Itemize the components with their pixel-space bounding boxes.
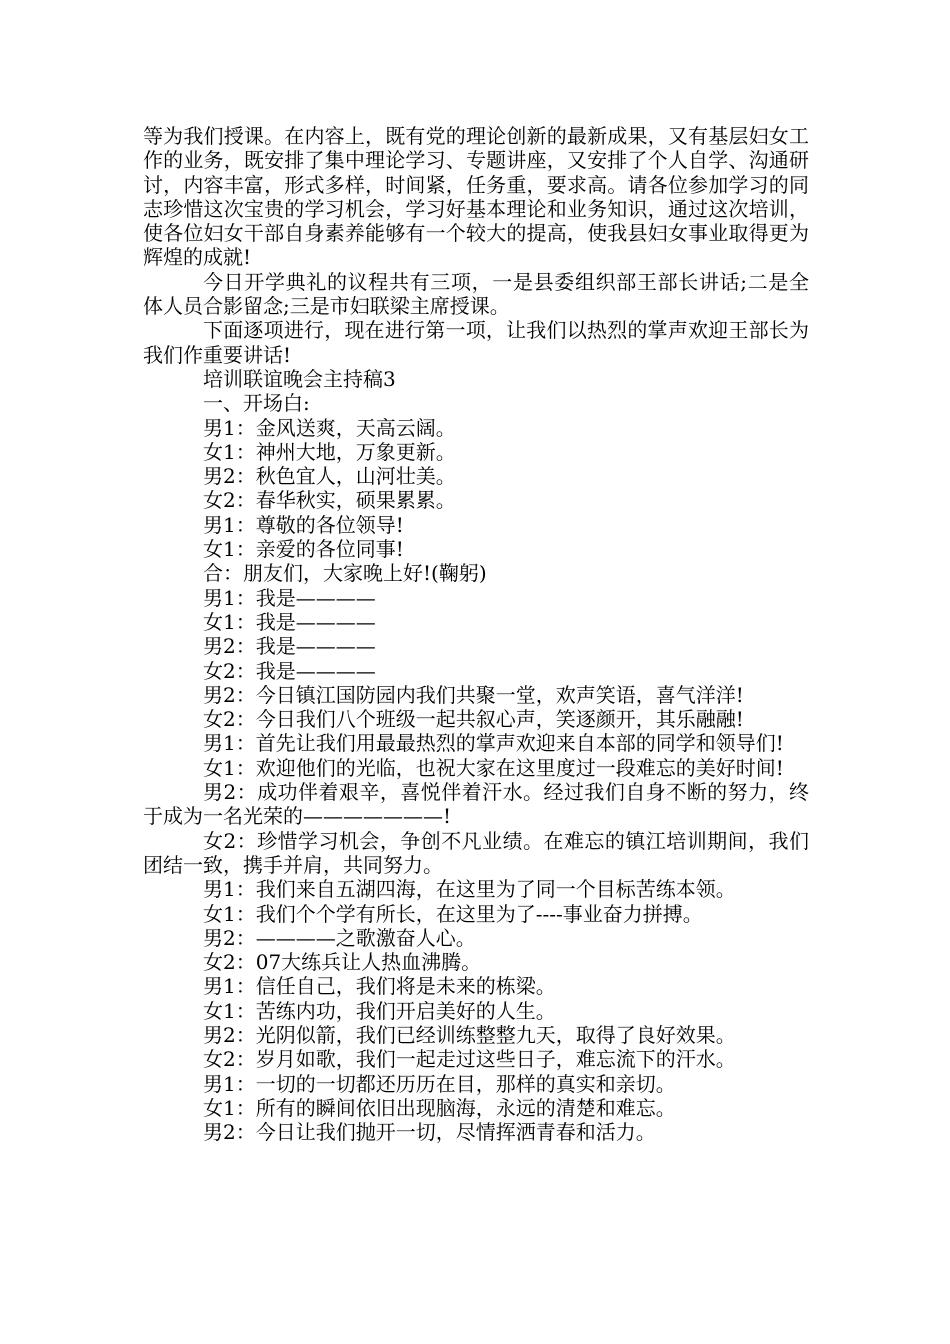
- paragraph: 女2：岁月如歌，我们一起走过这些日子，难忘流下的汗水。: [203, 1047, 736, 1072]
- paragraph: 女1：我们个个学有所长，在这里为了----事业奋力拼搏。: [203, 901, 703, 926]
- paragraph: 女1：欢迎他们的光临，也祝大家在这里度过一段难忘的美好时间!: [203, 755, 784, 780]
- paragraph: 等为我们授课。在内容上，既有党的理论创新的最新成果，又有基层妇女工作的业务，既安排了集中理论学习、专题讲座，又安排了个人自学、沟通研讨，内容丰富，形式多样，时间紧，任务重，要求高。请各位参加学习的同志珍惜这次宝贵的学习机会，学习好基本理论和业务知识，通过这次培训，使各位妇女干部自身素养能够有一个较大的提高，使我县妇女事业取得更为辉煌的成就!: [143, 124, 809, 270]
- paragraph: 男1：我是————: [203, 585, 376, 610]
- paragraph: 男2：秋色宜人，山河壮美。: [203, 464, 456, 489]
- paragraph: 男1：信任自己，我们将是未来的栋梁。: [203, 974, 556, 999]
- paragraph: 男2：————之歌激奋人心。: [203, 925, 476, 950]
- document-body: [143, 124, 809, 1144]
- paragraph: 女1：苦练内功，我们开启美好的人生。: [203, 998, 556, 1023]
- paragraph: 今日开学典礼的议程共有三项，一是县委组织部王部长讲话;二是全体人员合影留念;三是市妇联梁主席授课。: [143, 269, 809, 319]
- paragraph: 培训联谊晚会主持稿3: [203, 366, 396, 391]
- paragraph: 女1：亲爱的各位同事!: [203, 537, 404, 562]
- paragraph: 男1：尊敬的各位领导!: [203, 512, 404, 537]
- paragraph: 女1：我是————: [203, 609, 376, 634]
- paragraph: 男2：今日镇江国防园内我们共聚一堂，欢声笑语，喜气洋洋!: [203, 682, 744, 707]
- paragraph: 合：朋友们，大家晚上好!(鞠躬): [203, 561, 487, 586]
- paragraph: 男1：首先让我们用最最热烈的掌声欢迎来自本部的同学和领导们!: [203, 731, 784, 756]
- paragraph: 男2：成功伴着艰辛，喜悦伴着汗水。经过我们自身不断的努力，终于成为一名光荣的———————!: [143, 780, 809, 829]
- paragraph: 男1：我们来自五湖四海，在这里为了同一个目标苦练本领。: [203, 877, 736, 902]
- paragraph: 一、开场白:: [203, 391, 310, 416]
- paragraph: 下面逐项进行，现在进行第一项，让我们以热烈的掌声欢迎王部长为我们作重要讲话!: [143, 318, 809, 367]
- paragraph: 女2：我是————: [203, 658, 376, 683]
- paragraph: 女2：春华秋实，硕果累累。: [203, 488, 456, 513]
- paragraph: 女2：珍惜学习机会，争创不凡业绩。在难忘的镇江培训期间，我们团结一致，携手并肩，共同努力。: [143, 828, 809, 877]
- paragraph: 男2：今日让我们抛开一切，尽情挥洒青春和活力。: [203, 1120, 656, 1145]
- paragraph: 女2：07大练兵让人热血沸腾。: [203, 950, 482, 975]
- paragraph: 男2：光阴似箭，我们已经训练整整九天，取得了良好效果。: [203, 1022, 736, 1047]
- paragraph: 女1：神州大地，万象更新。: [203, 439, 456, 464]
- paragraph: 女2：今日我们八个班级一起共叙心声，笑逐颜开，其乐融融!: [203, 707, 744, 732]
- paragraph: 男1：金风送爽，天高云阔。: [203, 415, 456, 440]
- paragraph: 女1：所有的瞬间依旧出现脑海，永远的清楚和难忘。: [203, 1095, 676, 1120]
- paragraph: 男2：我是————: [203, 634, 376, 659]
- paragraph: 男1：一切的一切都还历历在目，那样的真实和亲切。: [203, 1071, 676, 1096]
